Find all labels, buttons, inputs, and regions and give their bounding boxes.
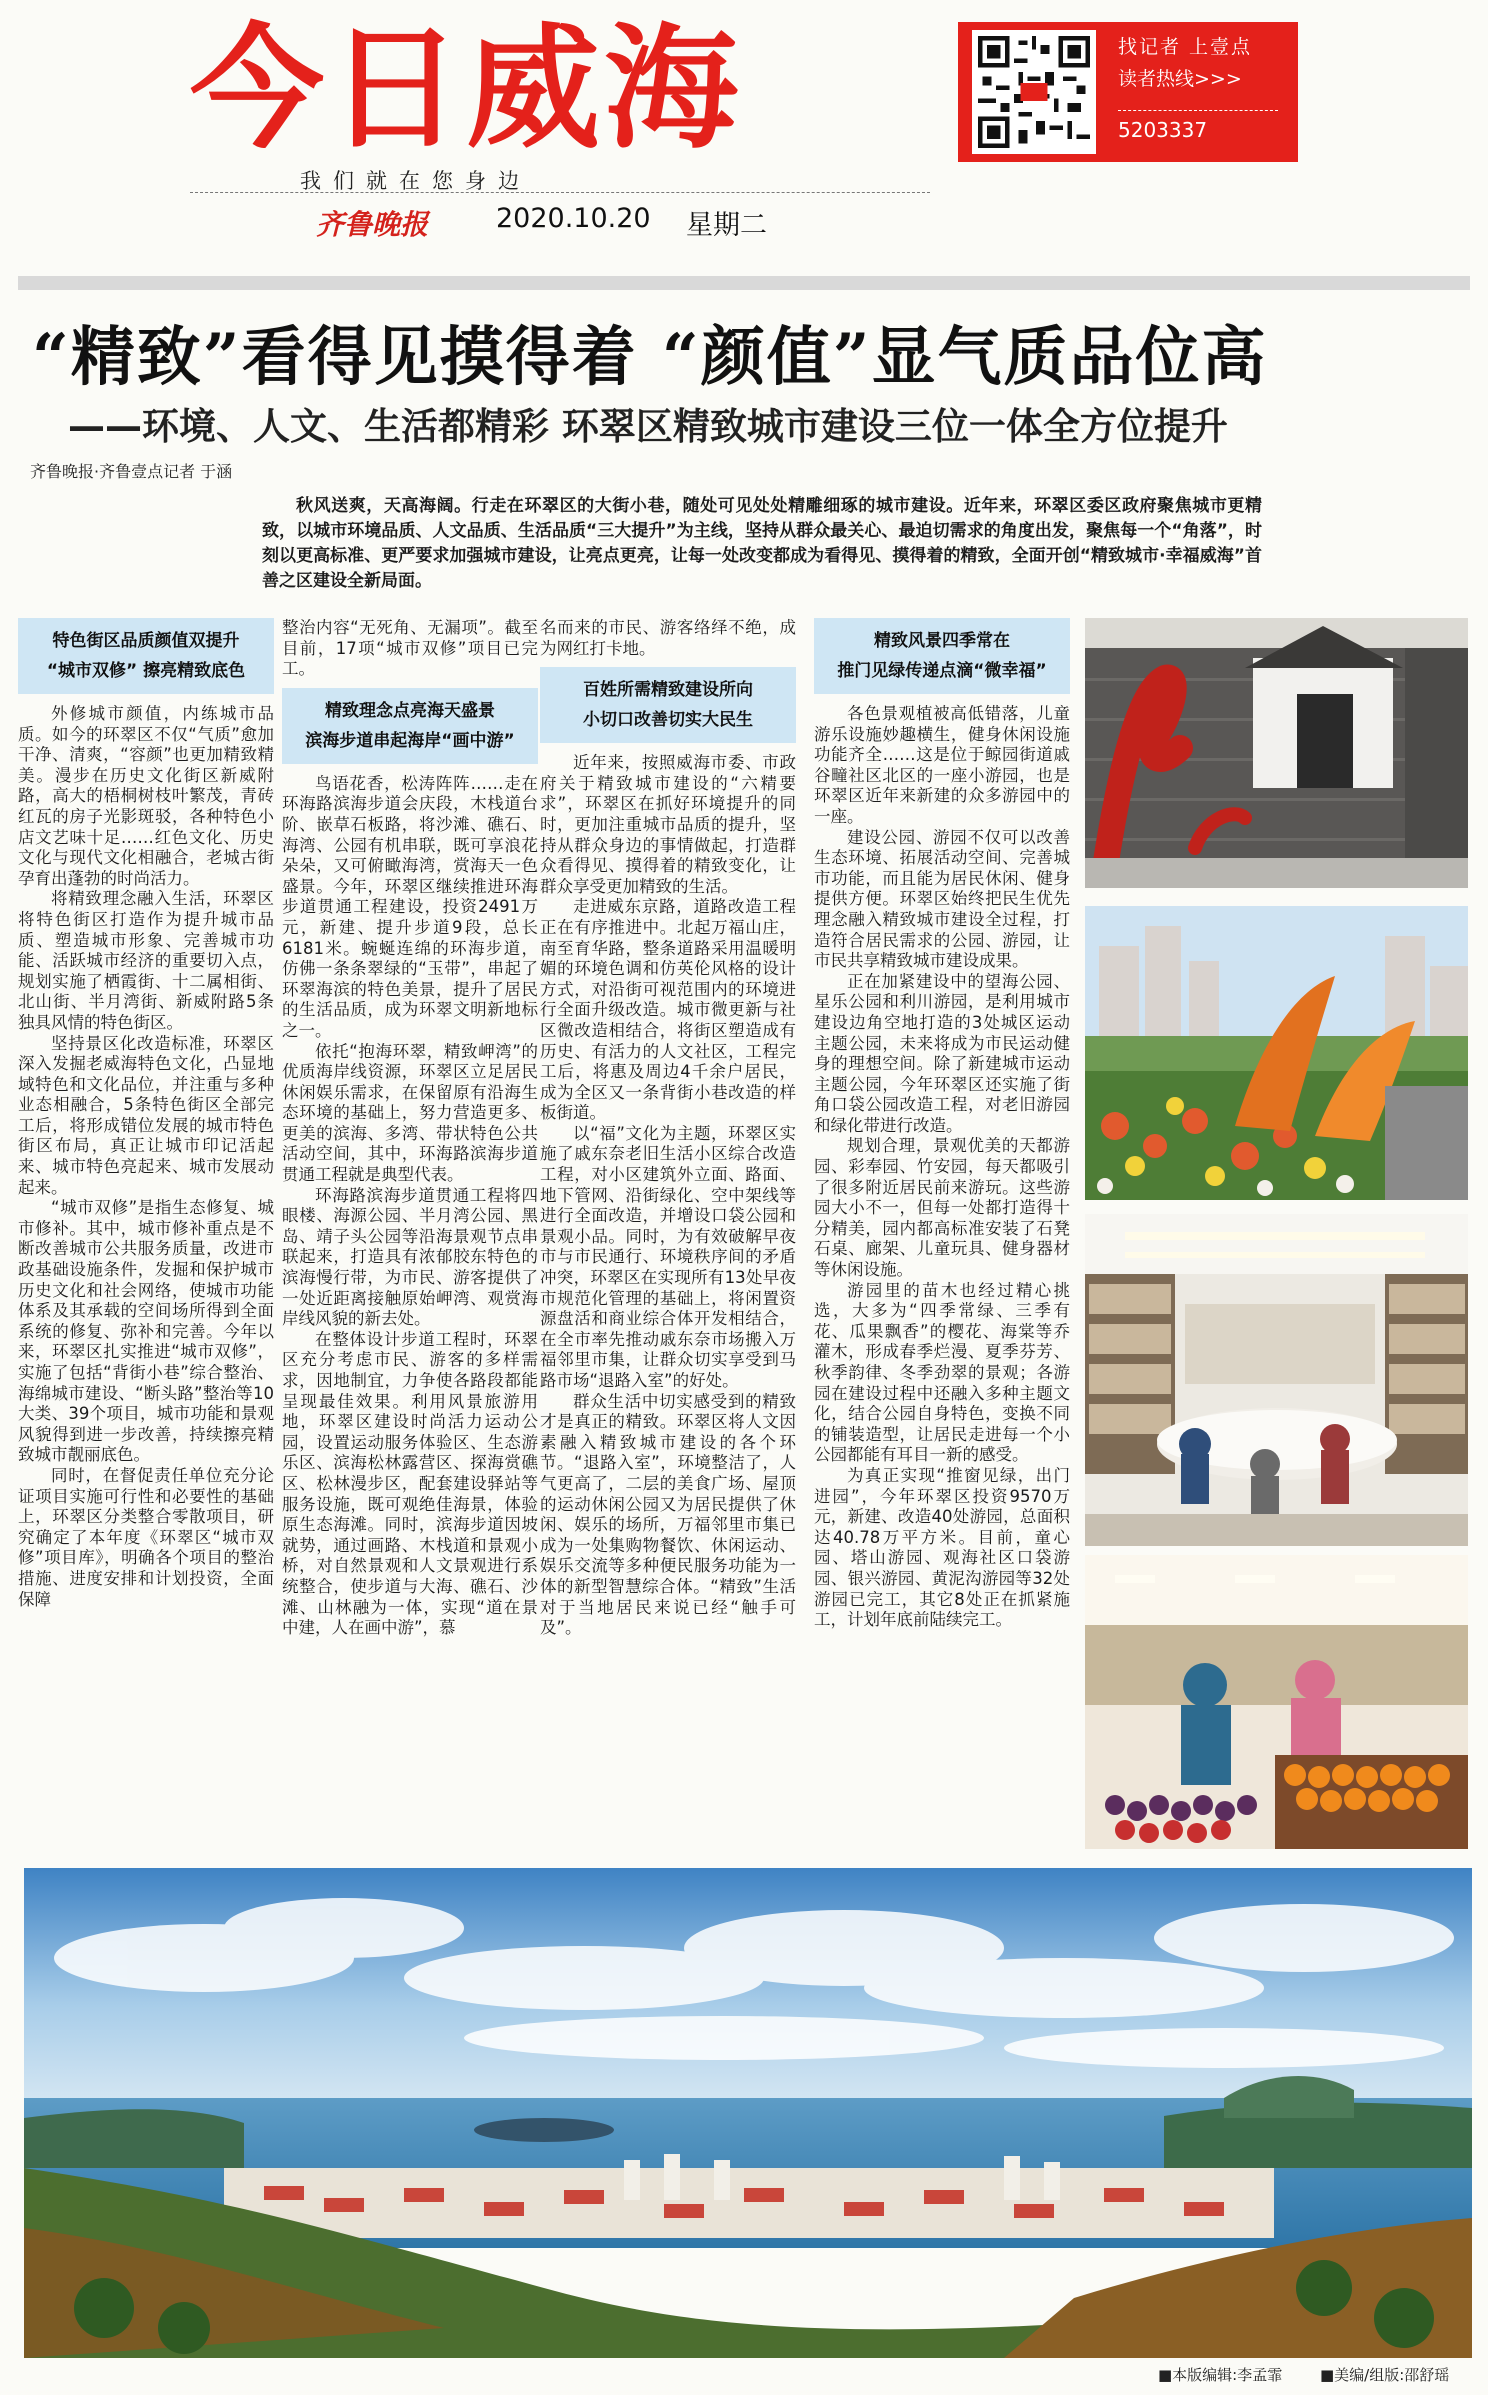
- header-rule: [18, 276, 1470, 290]
- section-heading-line: 小切口改善切实大民生: [583, 710, 753, 731]
- column-2: [282, 618, 538, 1639]
- section-heading-seaside: [282, 688, 538, 764]
- section-heading-line: 特色街区品质颜值双提升: [52, 631, 240, 651]
- byline: 齐鲁晚报·齐鲁壹点记者 于涵: [30, 462, 233, 481]
- photo-coastal-panorama: [24, 1868, 1472, 2358]
- body-paragraph: 鸟语花香，松涛阵阵……走在环海路滨海步道会庆段，木栈道台阶、嵌草石板路，将沙滩、礁石、海湾、公园有机串联，既可享浪花朵朵，又可俯瞰海湾，赏海天一色盛景。今年，环翠区继续推进环海步道贯通工程建设，投资2491万元，新建、提升步道9段，总长6181米。蜿蜒连绵的环海步道，仿佛一条条翠绿的“玉带”，串起了环翠海滨的特色美景，提升了居民的生活品质，成为环翠文明新地标之一。: [282, 773, 538, 1040]
- photo-garden-sculpture: [1085, 906, 1468, 1200]
- body-paragraph: 在整体设计步道工程时，环翠区充分考虑市民、游客的多样需求，因地制宜，力争使各路段都能呈现最佳效果。利用风景旅游用地，环翠区建设时尚活力运动公园，设置运动服务体验区、生态游乐区、滨海松林露营区、探海赏礁区、松林漫步区，配套建设驿站等服务设施，既可观绝佳海景，体验原生态海滩。同时，滨海步道因坡就势，通过画路、木栈道和景观小桥，对自然景观和人文景观进行系统整合，使步道与大海、礁石、沙滩、山林融为一体，实现“道在景中建，人在画中游”，慕: [282, 1329, 538, 1638]
- body-paragraph: 以“福”文化为主题，环翠区实施了戚东奈老旧生活小区综合改造工程，对小区建筑外立面、路面、地下管网、沿街绿化、空中架线等进行全面改造，并增设口袋公园和景观小品。同时，为有效破解早夜市与市民通行、环境秩序间的矛盾冲突，环翠区在实现所有13处早夜市规范化管理的基础上，将闲置资源盘活和商业综合体开发相结合，在全市率先推动戚东奈市场搬入万福邻里市集，让群众切实享受到马路市场“退路入室”的好处。: [540, 1123, 796, 1390]
- body-paragraph: 游园里的苗木也经过精心挑选，大多为“四季常绿、三季有花、瓜果飘香”的樱花、海棠等乔灌木，形成春季烂漫、夏季芬芳、秋季韵律、冬季劲翠的景观；各游园在建设过程中还融入多种主题文化，结合公园自身特色，变换不同的铺装造型，让居民走进每一个小公园都能有耳目一新的感受。: [814, 1280, 1070, 1465]
- body-paragraph: “城市双修”是指生态修复、城市修补。其中，城市修补重点是不断改善城市公共服务质量，改进市政基础设施条件，发掘和保护城市历史文化和社会网络，使城市功能体系及其承载的空间场所得到全面系统的修复、弥补和完善。今年以来，环翠区扎实推进“城市双修”，实施了包括“背街小巷”综合整治、海绵城市建设、“断头路”整治等10大类、39个项目，城市功能和景观风貌得到进一步改善，持续擦亮精致城市靓丽底色。: [18, 1198, 274, 1465]
- body-paragraph: 同时，在督促责任单位充分论证项目实施可行性和必要性的基础上，环翠区分类整合零散项目，研究确定了本年度《环翠区“城市双修”项目库》，明确各个项目的整治措施、进度安排和计划投资，全面保障: [18, 1465, 274, 1609]
- masthead-title: 今日威海: [190, 11, 743, 167]
- body-paragraph: 环海路滨海步道贯通工程将四眼楼、海源公园、半月湾公园、黑岛、靖子头公园等沿海景观节点串联起来，打造具有浓郁胶东特色的滨海慢行带，为市民、游客提供了一处近距离接触原始岬湾、观赏海岸线风貌的新去处。: [282, 1185, 538, 1329]
- section-heading-line: 百姓所需精致建设所向: [583, 680, 753, 701]
- body-paragraph: 正在加紧建设中的望海公园、星乐公园和利川游园，是利用城市建设边角空地打造的3处城区运动主题公园，未来将成为市民运动健身的理想空间。除了新建城市运动主题公园，今年环翠区还实施了街角口袋公园改造工程，对老旧游园和绿化带进行改造。: [814, 971, 1070, 1135]
- body-paragraph: 群众生活中切实感受到的精致才是真正的精致。环翠区将人文因素融入精致城市建设的各个环节。“退路入室”，环境整洁了，人气更高了，二层的美食广场、屋顶的运动休闲公园又为居民提供了休闲、娱乐的场所，万福邻里市集已成为一处集购物餐饮、休闲运动、娱乐交流等多种便民服务功能为一体的新型智慧综合体。“精致”生活对于当地居民来说已经“触手可及”。: [540, 1391, 796, 1638]
- body-paragraph: 坚持景区化改造标准，环翠区深入发掘老威海特色文化，凸显地域特色和文化品位，并注重与多种业态相融合，5条特色街区全部完工后，将形成错位发展的城市特色街区布局，真正让城市印记活起来、城市特色亮起来、城市发展动起来。: [18, 1033, 274, 1197]
- credit-design: ■美编/组版:邵舒瑶: [1320, 2366, 1450, 2384]
- issue-weekday: 星期二: [686, 210, 767, 241]
- body-paragraph: 外修城市颜值，内练城市品质。如今的环翠区不仅“气质”愈加干净、清爽，“容颜”也更加精致精美。漫步在历史文化街区新威附路，高大的梧桐树枝叶繁茂，青砖红瓦的房子光影斑驳，各种特色小店文艺味十足……红色文化、历史文化与现代文化相融合，老城古街孕育出蓬勃的时尚活力。: [18, 704, 274, 888]
- body-paragraph: 各色景观植被高低错落，儿童游乐设施妙趣横生，健身休闲设施功能齐全……这是位于鲸园街道戚谷疃社区北区的一座小游园，也是环翠区近年来新建的众多游园中的一座。: [814, 704, 1070, 826]
- section-heading-line: “城市双修” 擦亮精致底色: [46, 661, 246, 681]
- body-paragraph: 将精致理念融入生活，环翠区将特色街区打造作为提升城市品质、塑造城市形象、完善城市功能、活跃城市经济的重要切入点，规划实施了栖霞街、十二属相街、北山街、半月湾街、新威附路5条独具风情的特色街区。: [18, 889, 274, 1032]
- body-paragraph: 建设公园、游园不仅可以改善生态环境、拓展活动空间、完善城市功能，而且能为居民休闲、健身提供方便。环翠区始终把民生优先理念融入精致城市建设全过程，打造符合居民需求的公园、游园，让市民共享精致城市建设成果。: [814, 827, 1070, 971]
- photo-memorial-building: [1085, 618, 1468, 888]
- body-paragraph: 近年来，按照威海市委、市政府关于精致城市建设的“六精要求”，环翠区在抓好环境提升的同时，更加注重城市品质的提升，坚持从群众身边的事情做起，打造群众看得见、摸得着的精致变化，让群众享受更加精致的生活。: [540, 753, 796, 896]
- section-heading-parks: [814, 618, 1070, 694]
- hotline-find-reporter: 找记者 上壹点: [1118, 36, 1253, 58]
- body-paragraph: 走进威东京路，道路改造工程正在有序推进中。北起万福山庄，南至育华路，整条道路采用温暖明媚的环境色调和仿英伦风格的设计方式，对沿街可视范围内的环境进行全面升级改造。城市微更新与社区微改造相结合，将街区塑造成有历史、有活力的人文社区，工程完工后，将惠及周边4千余户居民，成为全区又一条背街小巷改造的样板街道。: [540, 897, 796, 1123]
- section-heading-line: 滨海步道串起海岸“画中游”: [305, 730, 515, 751]
- section-heading-livelihood: [540, 667, 796, 743]
- photo-fruit-market: [1085, 1555, 1468, 1849]
- body-paragraph: 为真正实现“推窗见绿，出门进园”，今年环翠区投资9570万元，新建、改造40处游园，总面积达40.78万平方米。目前，童心园、塔山游园、观海社区口袋游园、银兴游园、黄泥沟游园等32处游园已完工，其它8处正在抓紧施工，计划年底前陆续完工。: [814, 1465, 1070, 1630]
- hotline-divider: [1118, 110, 1278, 111]
- brand-logo: 齐鲁晚报: [316, 208, 429, 241]
- body-paragraph: 规划合理，景观优美的天都游园、彩奉园、竹安园，每天都吸引了很多附近居民前来游玩。这些游园大小不一，但每一处都打造得十分精美，园内都高标准安装了石凳石桌、廊架、儿童玩具、健身器材等休闲设施。: [814, 1136, 1070, 1280]
- qr-code-icon[interactable]: [972, 30, 1096, 154]
- headline: “精致”看得见摸得着 “颜值”显气质品位高: [32, 320, 1268, 395]
- masthead-divider: [190, 192, 930, 193]
- section-heading-line: 精致理念点亮海天盛景: [325, 700, 495, 721]
- section-heading-line: 精致风景四季常在: [874, 631, 1010, 651]
- column-4: [814, 618, 1070, 1631]
- photo-reading-room: [1085, 1214, 1468, 1546]
- section-heading-line: 推门见绿传递点滴“微幸福”: [837, 661, 1047, 681]
- body-paragraph: 整治内容“无死角、无漏项”。截至目前，17项“城市双修”项目已完工。: [282, 618, 538, 679]
- column-1: [18, 618, 274, 1610]
- body-paragraph: 名而来的市民、游客络绎不绝，成为网红打卡地。: [540, 618, 796, 658]
- hotline-number[interactable]: 5203337: [1118, 118, 1208, 142]
- section-heading-street: [18, 618, 274, 694]
- credit-editor: ■本版编辑:李孟霏: [1158, 2366, 1283, 2384]
- masthead-slogan: 我们就在您身边: [300, 169, 531, 193]
- column-3: [540, 618, 796, 1639]
- lead-paragraph: 秋风送爽，天高海阔。行走在环翠区的大街小巷，随处可见处处精雕细琢的城市建设。近年来，环翠区委区政府聚焦城市更精致，以城市环境品质、人文品质、生活品质“三大提升”为主线，坚持从群众最关心、最迫切需求的角度出发，聚焦每一个“角落”，时刻以更高标准、更严要求加强城市建设，让亮点更亮，让每一处改变都成为看得见、摸得着的精致，全面开创“精致城市·幸福威海”首善之区建设全新局面。: [262, 496, 1262, 591]
- reader-hotline-box: [958, 22, 1298, 162]
- issue-date: 2020.10.20: [496, 203, 651, 234]
- subheadline: ——环境、人文、生活都精彩 环翠区精致城市建设三位一体全方位提升: [68, 405, 1228, 448]
- body-paragraph: 依托“抱海环翠，精致岬湾”的优质海岸线资源，环翠区立足居民休闲娱乐需求，在保留原有沿海生态环境的基础上，努力营造更多、更美的滨海、多湾、带状特色公共活动空间，其中，环海路滨海步道贯通工程就是典型代表。: [282, 1041, 538, 1185]
- hotline-label: 读者热线>>>: [1118, 68, 1242, 90]
